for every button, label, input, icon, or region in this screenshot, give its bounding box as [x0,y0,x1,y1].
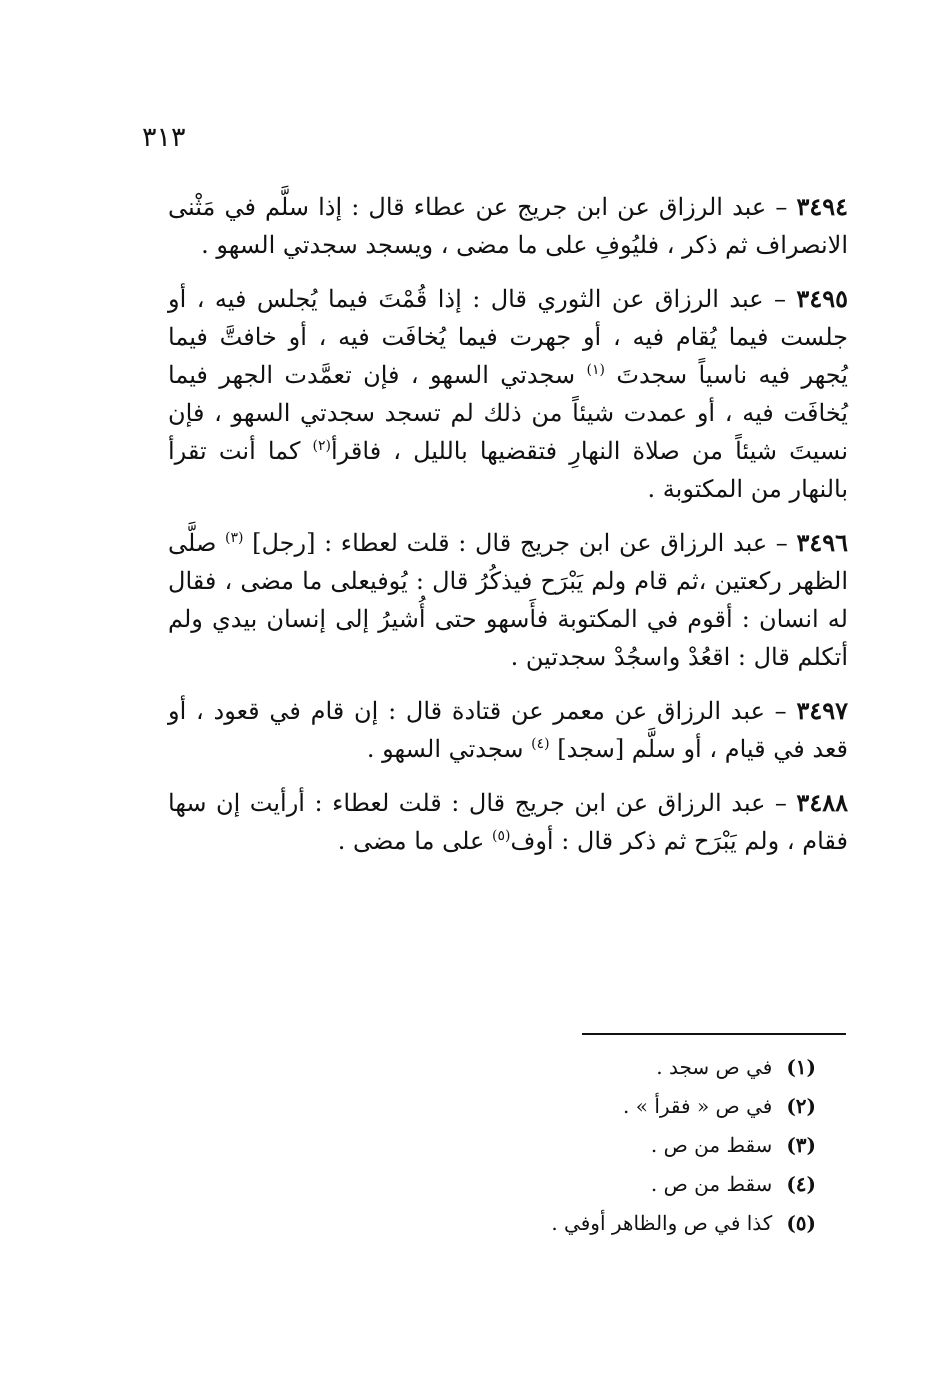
entry-text: على ما مضى . [337,827,485,855]
entry-number: ٣٤٨٨ [796,788,848,817]
footnote-number: (٤) [786,1172,816,1196]
footnote-text: في ص « فقرأ » . [623,1094,773,1118]
footnote-ref: (٢) [312,438,332,454]
footnote-ref: (١) [586,362,605,378]
footnote-item [490,1204,816,1243]
footnote-text: سقط من ص . [650,1133,773,1157]
footnote-text: كذا في ص والظاهر أوفي . [551,1211,773,1235]
footnote-item [490,1087,816,1126]
footnote-number: (١) [786,1055,816,1079]
entry-3494 [168,188,848,264]
entry-3495 [168,280,848,508]
entry-text: – عبد الرزاق عن الثوري قال : إذا قُمْتَ فيما يُجلس فيه ، أو جلست فيما يُقام فيه ، أو جهرت فيما يُخافَت فيه ، أو خافتَّ فيما يُجهر فيه ناسياً سجدتَ [168,285,848,389]
entry-3488 [168,784,848,860]
entry-3496 [168,524,848,676]
footnote-text: سقط من ص . [650,1172,773,1196]
entry-number: ٣٤٩٧ [796,696,848,725]
entry-text: كما أنت تقرأ بالنهار من المكتوبة . [168,437,848,503]
entry-text: – عبد الرزاق عن ابن جريج قال : قلت لعطاء : أرأيت إن سها فقام ، ولم يَبْرَح ثم ذكر قال : أوف [168,789,848,855]
page-number: ٣١٣ [142,122,186,153]
footnote-divider [582,1033,846,1035]
entry-text: – عبد الرزاق عن معمر عن قتادة قال : إن قام في قعود ، أو قعد في قيام ، أو سلَّم [سجد] [168,697,848,763]
footnote-number: (٣) [786,1133,816,1157]
footnote-item [490,1048,816,1087]
footnote-text: في ص سجد . [656,1055,773,1079]
entry-text: – عبد الرزاق عن ابن جريج عن عطاء قال : إذا سلَّم في مَثْنى الانصراف ثم ذكر ، فليُوفِ على ما مضى ، ويسجد سجدتي السهو . [168,193,848,259]
entry-text: صلَّى الظهر ركعتين ،ثم قام ولم يَبْرَح فيذكُرُ قال : يُوفيعلى ما مضى ، فقال له انسان : أقوم في المكتوبة فأَسهو حتى أُشيرُ إلى إنسان بيدي ولم أتكلم قال : اقعُدْ واسجُدْ سجدتين . [168,529,848,671]
main-text [168,188,848,876]
footnote-number: (٥) [786,1211,816,1235]
footnote-item [490,1165,816,1204]
entry-number: ٣٤٩٥ [796,284,848,313]
footnote-item [490,1126,816,1165]
entry-3497 [168,692,848,768]
footnote-ref: (٥) [491,828,511,844]
footnotes [490,1048,816,1243]
footnote-number: (٢) [786,1094,816,1118]
entry-number: ٣٤٩٤ [796,192,848,221]
entry-text: سجدتي السهو ، فإن تعمَّدت الجهر فيما يُخافَت فيه ، أو عمدت شيئاً من ذلك لم تسجد سجدتي السهو ، فإن نسيتَ شيئاً من صلاة النهارِ فتقضيها بالليل ، فاقرأ [168,361,848,465]
entry-text: سجدتي السهو . [366,735,524,763]
entry-text: – عبد الرزاق عن ابن جريج قال : قلت لعطاء : [رجل] [252,529,788,557]
footnote-ref: (٤) [531,736,550,752]
entry-number: ٣٤٩٦ [796,528,848,557]
footnote-ref: (٣) [224,530,244,546]
